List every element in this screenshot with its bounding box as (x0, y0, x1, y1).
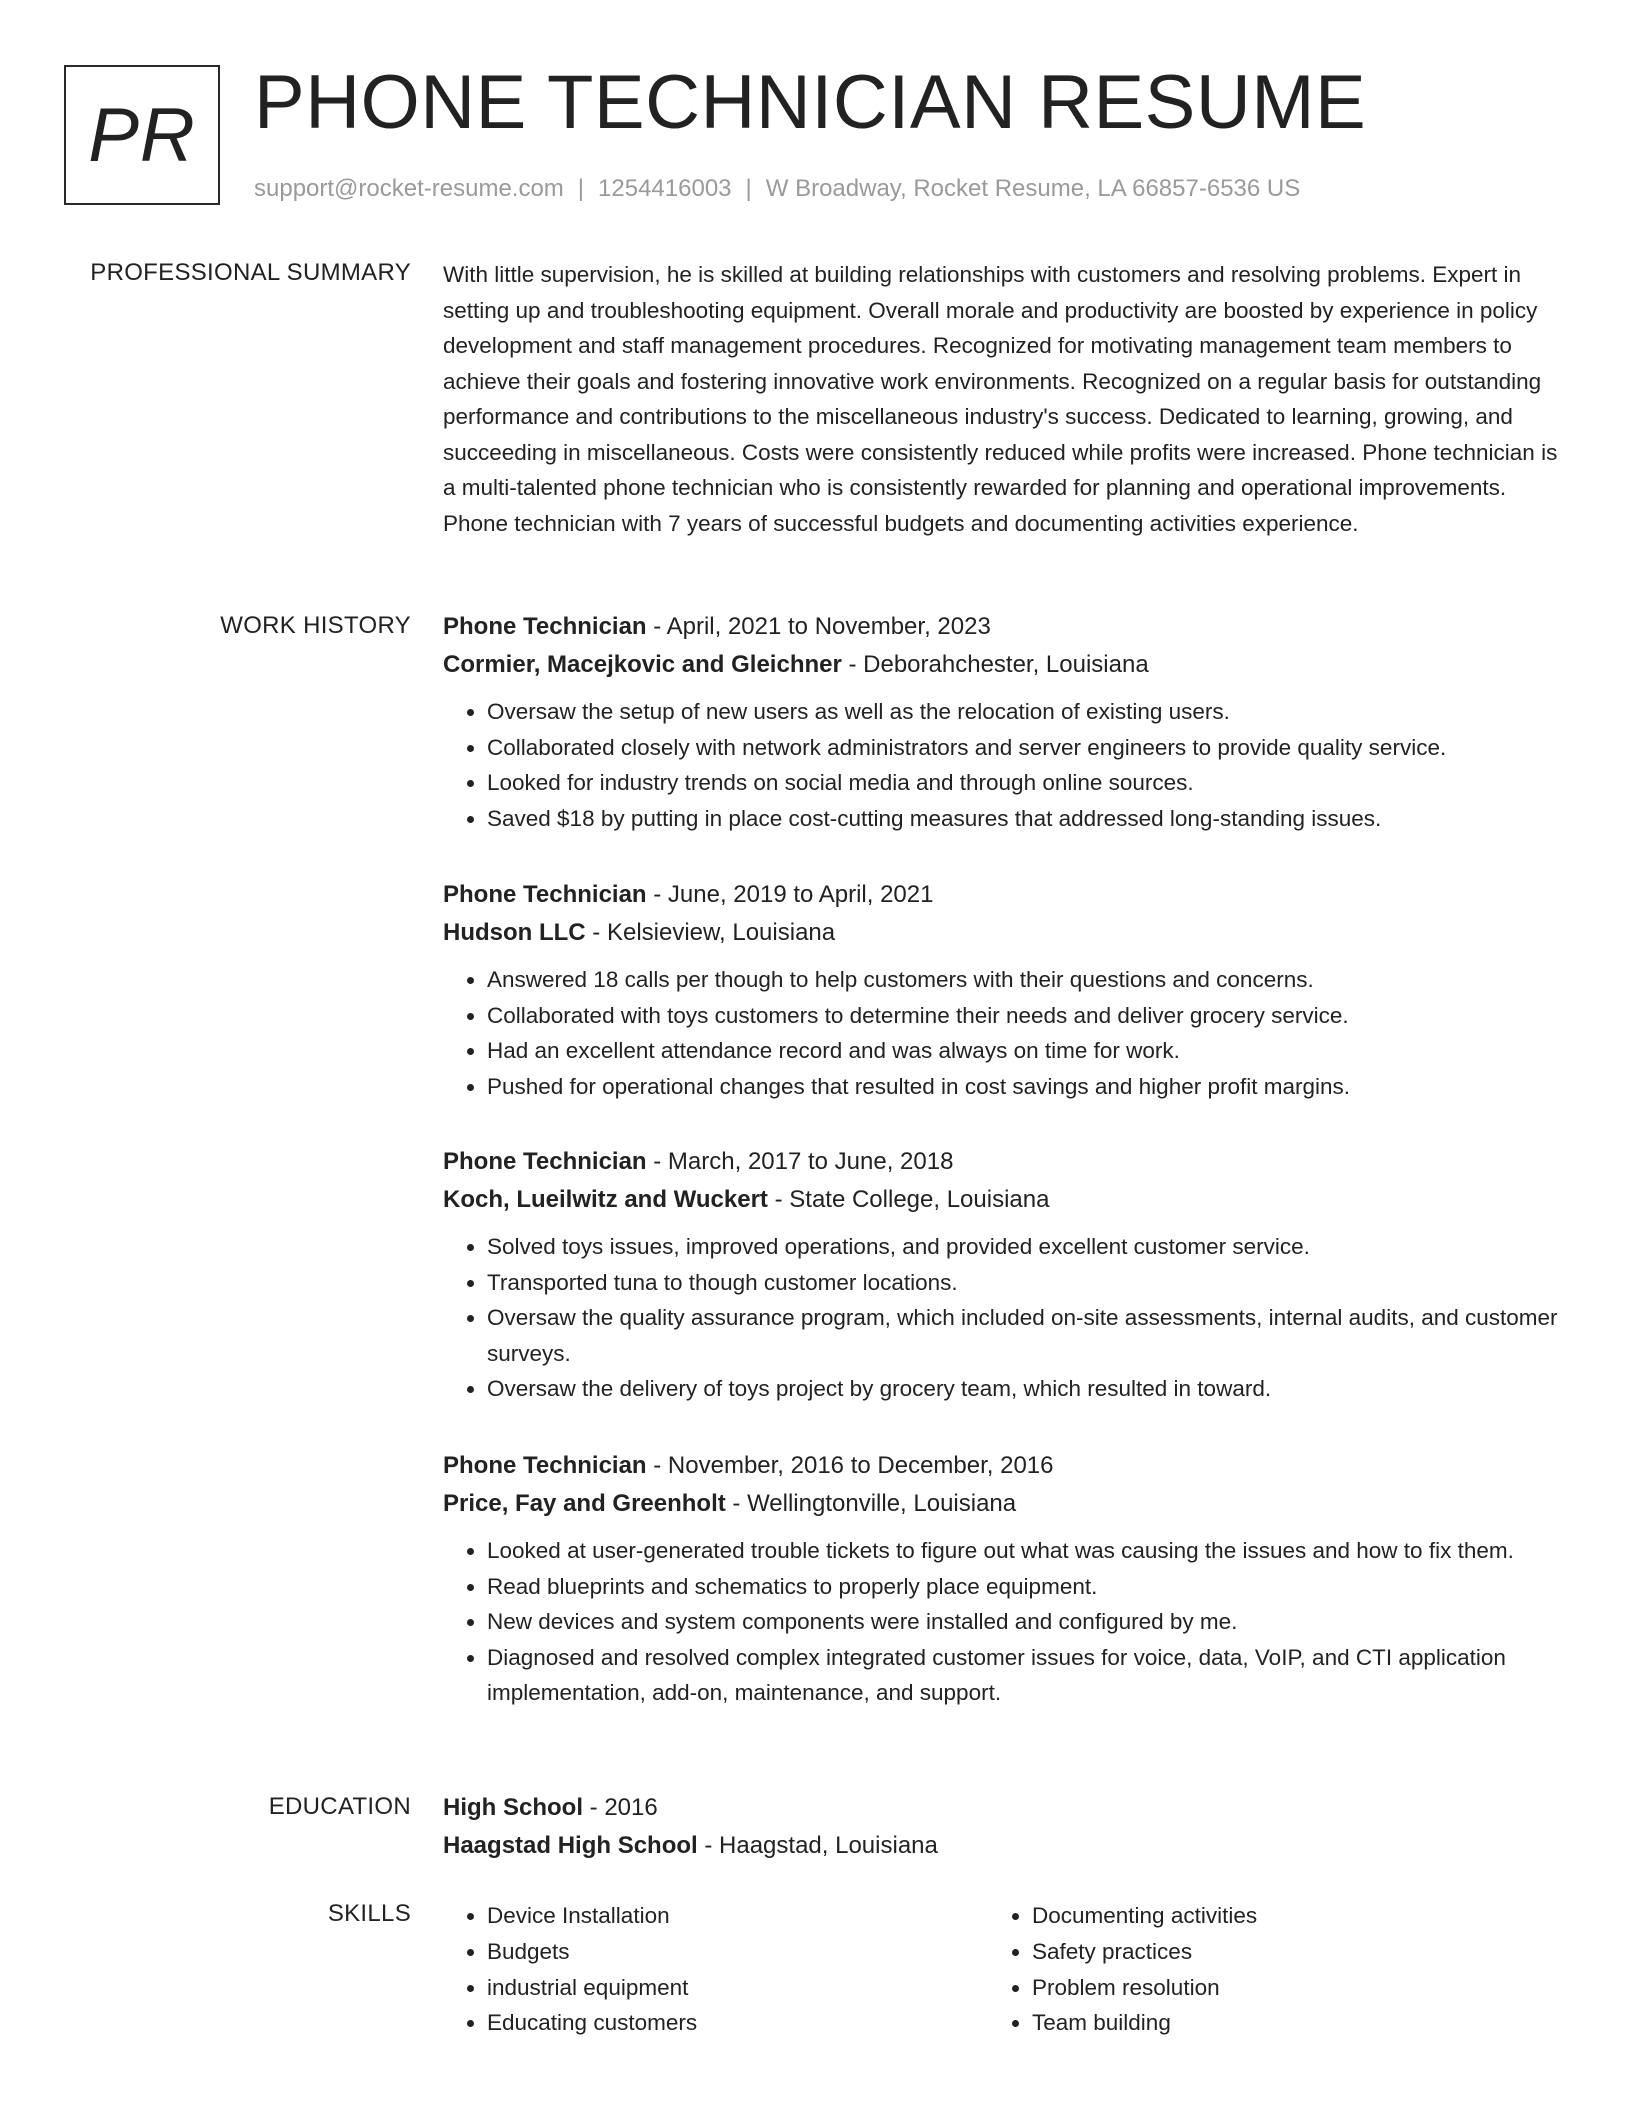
skill-item: • industrial equipment (487, 1970, 963, 2006)
job-dates: - June, 2019 to April, 2021 (646, 881, 934, 908)
skill-item: • Device Installation (487, 1898, 963, 1934)
job-bullet: • Looked for industry trends on social media and through online sources. (487, 765, 1563, 801)
job-company: Cormier, Macejkovic and Gleichner (443, 651, 842, 678)
summary-text: With little supervision, he is skilled at building relationships with customers and resolving problems. Expert in setting up and troubleshooting equipment. Overall morale and productivity are boosted by experience in policy development and staff management procedures. Recognized for motivating management team members to achieve their goals and fostering innovative work environments. Recognized on a regular basis for outstanding performance and contributions to the miscellaneous industry's success. Dedicated to learning, growing, and succeeding in miscellaneous. Costs were consistently reduced while profits were increased. Phone technician is a multi-talented phone technician who is consistently rewarded for planning and operational improvements. Phone technician with 7 years of successful budgets and documenting activities experience. (443, 262, 1558, 536)
education-entry (443, 1789, 1563, 1865)
contact-phone[interactable]: 1254416003 (598, 175, 732, 202)
job-bullet: • Collaborated closely with network administrators and server engineers to provide quality service. (487, 730, 1563, 766)
contact-address: W Broadway, Rocket Resume, LA 66857-6536 US (765, 175, 1301, 202)
job-bullet: • Diagnosed and resolved complex integrated customer issues for voice, data, VoIP, and CTI application implementation, add-on, maintenance, and support. (487, 1640, 1563, 1711)
contact-line (254, 172, 1300, 206)
skills-list (988, 1898, 1508, 2041)
job-bullets (443, 694, 1563, 836)
job-bullets (443, 1533, 1563, 1711)
section-label-summary: PROFESSIONAL SUMMARY (90, 259, 411, 286)
job-bullet: • Oversaw the quality assurance program, which included on-site assessments, internal audits, and customer surveys. (487, 1300, 1563, 1371)
job-bullet: • Saved $18 by putting in place cost-cutting measures that addressed long-standing issues. (487, 801, 1563, 837)
job-dates: - March, 2017 to June, 2018 (646, 1148, 954, 1175)
job-title-line (443, 876, 1563, 914)
skill-item: • Problem resolution (1032, 1970, 1508, 2006)
job-title: Phone Technician (443, 1148, 647, 1175)
job-company-line (443, 914, 1563, 952)
job-company-line (443, 1485, 1563, 1523)
job-company: Price, Fay and Greenholt (443, 1490, 726, 1517)
skill-item: • Budgets (487, 1934, 963, 1970)
job-company-line (443, 1181, 1563, 1219)
job-location: - State College, Louisiana (767, 1186, 1050, 1213)
education-school-line (443, 1827, 1563, 1865)
job-bullet: • Read blueprints and schematics to properly place equipment. (487, 1569, 1563, 1605)
skill-item: • Safety practices (1032, 1934, 1508, 1970)
job-entry (443, 608, 1563, 836)
job-company-line (443, 646, 1563, 684)
job-entry (443, 876, 1563, 1104)
job-bullet: • Oversaw the setup of new users as well as the relocation of existing users. (487, 694, 1563, 730)
skills-column-left (443, 1898, 963, 2041)
job-bullet: • Oversaw the delivery of toys project by grocery team, which resulted in toward. (487, 1371, 1563, 1407)
job-dates: - April, 2021 to November, 2023 (646, 613, 991, 640)
job-entry (443, 1447, 1563, 1711)
education-location: - Haagstad, Louisiana (697, 1832, 938, 1859)
education-degree-line (443, 1789, 1563, 1827)
job-title: Phone Technician (443, 613, 647, 640)
monogram-box (64, 65, 220, 205)
job-company: Hudson LLC (443, 919, 586, 946)
job-bullet: • Looked at user-generated trouble tickets to figure out what was causing the issues and how to fix them. (487, 1533, 1563, 1569)
monogram-text: PR (88, 92, 196, 178)
skills-column-right (988, 1898, 1508, 2041)
job-bullet: • Solved toys issues, improved operations, and provided excellent customer service. (487, 1229, 1563, 1265)
job-bullets (443, 1229, 1563, 1407)
contact-separator: | (745, 175, 752, 202)
job-bullet: • Answered 18 calls per though to help customers with their questions and concerns. (487, 962, 1563, 998)
education-school: Haagstad High School (443, 1832, 698, 1859)
job-bullet: • Pushed for operational changes that resulted in cost savings and higher profit margins. (487, 1069, 1563, 1105)
section-label-education: EDUCATION (268, 1793, 411, 1820)
contact-email[interactable]: support@rocket-resume.com (254, 175, 564, 202)
resume-title: PHONE TECHNICIAN RESUME (254, 60, 1367, 145)
contact-separator: | (577, 175, 585, 202)
job-title: Phone Technician (443, 881, 647, 908)
job-bullet: • New devices and system components were installed and configured by me. (487, 1604, 1563, 1640)
job-title: Phone Technician (443, 1452, 647, 1479)
job-dates: - November, 2016 to December, 2016 (646, 1452, 1054, 1479)
job-title-line (443, 608, 1563, 646)
job-location: - Kelsieview, Louisiana (585, 919, 836, 946)
section-label-skills: SKILLS (327, 1900, 411, 1927)
job-bullets (443, 962, 1563, 1104)
job-title-line (443, 1143, 1563, 1181)
job-bullet: • Transported tuna to though customer locations. (487, 1265, 1563, 1301)
skill-item: • Team building (1032, 2005, 1508, 2041)
education-year: - 2016 (583, 1794, 658, 1821)
job-bullet: • Had an excellent attendance record and was always on time for work. (487, 1033, 1563, 1069)
education-degree: High School (443, 1794, 583, 1821)
job-entry (443, 1143, 1563, 1407)
job-bullet: • Collaborated with toys customers to determine their needs and deliver grocery service. (487, 998, 1563, 1034)
job-company: Koch, Lueilwitz and Wuckert (443, 1186, 768, 1213)
skill-item: • Educating customers (487, 2005, 963, 2041)
job-location: - Deborahchester, Louisiana (841, 651, 1149, 678)
skills-list (443, 1898, 963, 2041)
section-label-work-history: WORK HISTORY (220, 612, 411, 639)
skill-item: • Documenting activities (1032, 1898, 1508, 1934)
job-title-line (443, 1447, 1563, 1485)
job-location: - Wellingtonville, Louisiana (725, 1490, 1017, 1517)
